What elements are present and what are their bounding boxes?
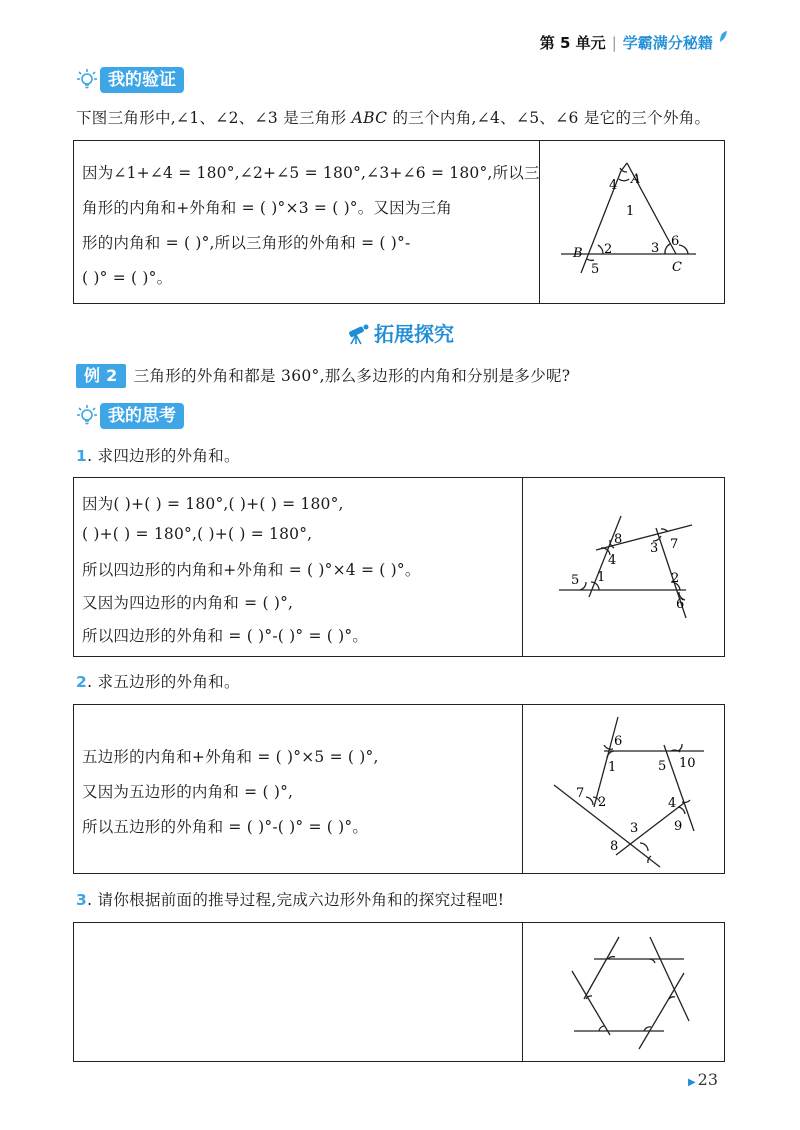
lightbulb-icon [76, 68, 98, 92]
pentagon-figure [524, 705, 722, 871]
pent-line-1: 五边形的内角和+外角和 = ( )°×5 = ( )°, [82, 748, 379, 766]
pent-label-2: 2 [598, 795, 607, 810]
label-A: A [631, 172, 641, 187]
quad-line-4: 又因为四边形的内角和 = ( )°, [82, 594, 294, 612]
triangle-line-4: ( )° = ( )°。 [82, 269, 173, 287]
hexagon-box [73, 922, 725, 1062]
label-B: B [573, 246, 583, 261]
quadrilateral-figure [524, 478, 722, 654]
triangle-marker-icon: ▶ [687, 1077, 696, 1088]
pent-label-7: 7 [576, 786, 585, 801]
pentagon-box [73, 704, 725, 874]
question-1 [76, 444, 240, 466]
header-separator: | [611, 34, 617, 52]
example-badge: 例 2 [76, 364, 126, 388]
page-header [540, 30, 728, 53]
label-1: 1 [626, 204, 635, 219]
triangle-line-3: 形的内角和 = ( )°,所以三角形的外角和 = ( )°- [82, 234, 411, 252]
intro-text [76, 106, 710, 128]
question-1-number: 1 [76, 447, 88, 465]
quad-label-3: 3 [650, 541, 659, 556]
intro-prefix: 下图三角形中,∠1、∠2、∠3 是三角形 [76, 109, 352, 127]
quad-label-2: 2 [671, 571, 680, 586]
label-3: 3 [651, 241, 660, 256]
unit-label: 第 5 单元 [539, 34, 606, 52]
question-1-text: . 求四边形的外角和。 [87, 447, 240, 465]
intro-suffix: 的三个内角,∠4、∠5、∠6 是它的三个外角。 [387, 109, 711, 127]
verify-label: 我的验证 [100, 67, 184, 93]
question-2 [76, 670, 240, 692]
question-3 [76, 888, 504, 910]
question-2-text: . 求五边形的外角和。 [87, 673, 240, 691]
pent-label-10: 10 [679, 756, 696, 771]
box-divider [522, 705, 523, 873]
telescope-icon [346, 323, 370, 345]
verify-tag [76, 66, 184, 94]
pent-label-9: 9 [674, 819, 683, 834]
box-divider [522, 478, 523, 656]
triangle-line-2: 角形的内角和+外角和 = ( )°×3 = ( )°。又因为三角 [82, 199, 452, 217]
quad-line-1: 因为( )+( ) = 180°,( )+( ) = 180°, [82, 495, 344, 513]
quad-label-1: 1 [597, 570, 606, 585]
quad-line-3: 所以四边形的内角和+外角和 = ( )°×4 = ( )°。 [82, 561, 421, 579]
label-4: 4 [609, 178, 618, 193]
label-C: C [672, 260, 682, 275]
hexagon-figure [524, 923, 722, 1059]
pent-label-3: 3 [630, 821, 639, 836]
label-6: 6 [671, 234, 680, 249]
triangle-figure [541, 141, 723, 301]
example-text: 三角形的外角和都是 360°,那么多边形的内角和分别是多少呢? [133, 367, 571, 385]
quad-line-5: 所以四边形的外角和 = ( )°-( )° = ( )°。 [82, 627, 369, 645]
pent-label-8: 8 [610, 839, 619, 854]
question-2-number: 2 [76, 673, 88, 691]
pent-label-5: 5 [658, 759, 667, 774]
pent-line-2: 又因为五边形的内角和 = ( )°, [82, 783, 294, 801]
page-number [688, 1070, 718, 1089]
question-3-number: 3 [76, 891, 88, 909]
intro-abc: ABC [351, 109, 388, 127]
triangle-box [73, 140, 725, 304]
quadrilateral-box [73, 477, 725, 657]
leaf-icon [718, 30, 728, 44]
brand-label: 学霸满分秘籍 [622, 34, 713, 52]
triangle-line-1: 因为∠1+∠4 = 180°,∠2+∠5 = 180°,∠3+∠6 = 180°,所以三 [82, 164, 540, 182]
question-3-text: . 请你根据前面的推导过程,完成六边形外角和的探究过程吧! [87, 891, 505, 909]
extension-title-text: 拓展探究 [374, 322, 454, 346]
lightbulb-icon [76, 404, 98, 428]
quad-line-2: ( )+( ) = 180°,( )+( ) = 180°, [82, 525, 313, 543]
pent-label-4: 4 [668, 796, 677, 811]
pent-label-1: 1 [608, 760, 617, 775]
quad-label-6: 6 [676, 597, 685, 612]
think-tag [76, 402, 184, 430]
page-number-text: 23 [697, 1070, 718, 1089]
box-divider [522, 923, 523, 1061]
pent-line-3: 所以五边形的外角和 = ( )°-( )° = ( )°。 [82, 818, 369, 836]
quad-label-4: 4 [608, 553, 617, 568]
extension-title [0, 318, 800, 347]
quad-label-5: 5 [571, 573, 580, 588]
quad-label-7: 7 [670, 537, 679, 552]
think-label: 我的思考 [100, 403, 184, 429]
hexagon-answer-area[interactable] [78, 927, 518, 1055]
example-2 [76, 364, 570, 388]
label-5: 5 [591, 262, 600, 277]
label-2: 2 [604, 242, 613, 257]
quad-label-8: 8 [614, 532, 623, 547]
pent-label-6: 6 [614, 734, 623, 749]
